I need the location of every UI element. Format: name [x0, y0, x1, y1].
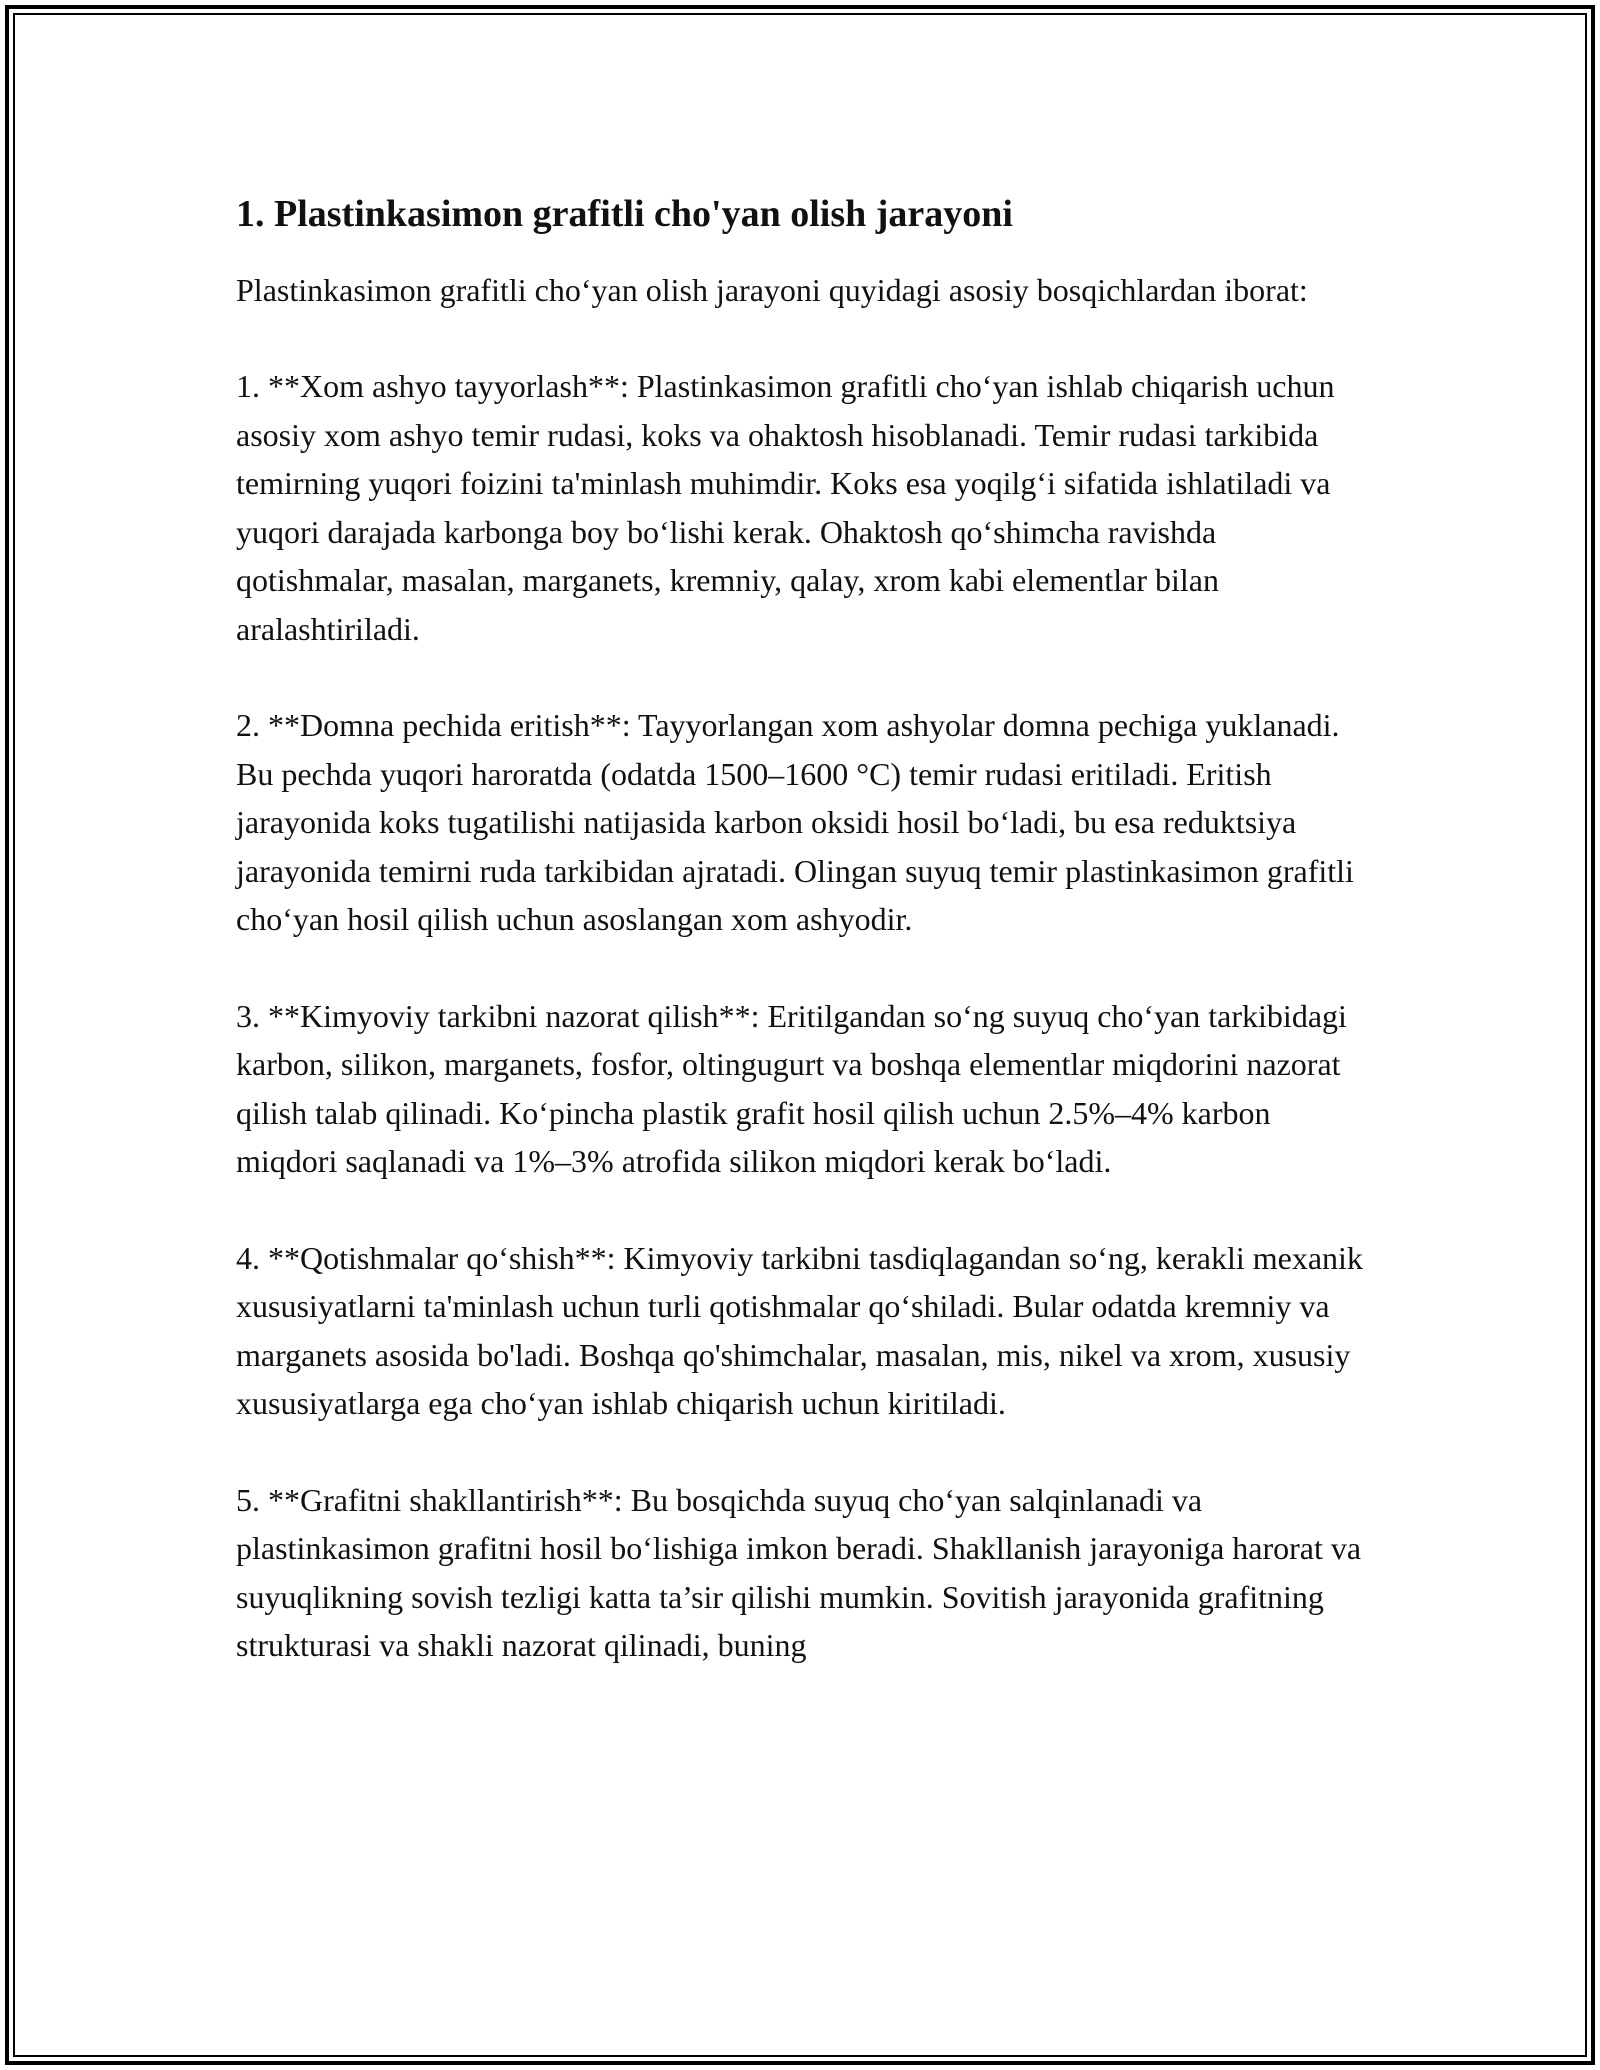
- step-1-paragraph: 1. **Xom ashyo tayyorlash**: Plastinkasimon grafitli cho‘yan ishlab chiqarish uchun asosiy xom ashyo temir rudasi, koks va ohaktosh hisoblanadi. Temir rudasi tarkibida temirning yuqori foizini ta'minlash muhimdir. Koks esa yoqilg‘i sifatida ishlatiladi va yuqori darajada karbonga boy bo‘lishi kerak. Ohaktosh qo‘shimcha ravishda qotishmalar, masalan, marganets, kremniy, qalay, xrom kabi elementlar bilan aralashtiriladi.: [236, 368, 1335, 647]
- document-body: [236, 182, 1376, 1718]
- step-4-paragraph: 4. **Qotishmalar qo‘shish**: Kimyoviy tarkibni tasdiqlagandan so‘ng, kerakli mexanik xususiyatlarni ta'minlash uchun turli qotishmalar qo‘shiladi. Bular odatda kremniy va marganets asosida bo'ladi. Boshqa qo'shimchalar, masalan, mis, nikel va xrom, xususiy xususiyatlarga ega cho‘yan ishlab chiqarish uchun kiritiladi.: [236, 1239, 1363, 1422]
- step-2-paragraph: 2. **Domna pechida eritish**: Tayyorlangan xom ashyolar domna pechiga yuklanadi. Bu pechda yuqori haroratda (odatda 1500–1600 °C) temir rudasi eritiladi. Eritish jarayonida koks tugatilishi natijasida karbon oksidi hosil bo‘ladi, bu esa reduktsiya jarayonida temirni ruda tarkibidan ajratadi. Olingan suyuq temir plastinkasimon grafitli cho‘yan hosil qilish uchun asoslangan xom ashyodir.: [236, 707, 1354, 938]
- step-5-paragraph: 5. **Grafitni shakllantirish**: Bu bosqichda suyuq cho‘yan salqinlanadi va plastinkasimon grafitni hosil bo‘lishiga imkon beradi. Shakllanish jarayoniga harorat va suyuqlikning sovish tezligi katta ta’sir qilishi mumkin. Sovitish jarayonida grafitning strukturasi va shakli nazorat qilinadi, buning: [236, 1481, 1362, 1664]
- document-title: 1. Plastinkasimon grafitli cho'yan olish jarayoni: [236, 193, 1013, 235]
- intro-paragraph: Plastinkasimon grafitli cho‘yan olish jarayoni quyidagi asosiy bosqichlardan iborat:: [236, 271, 1308, 308]
- step-3-paragraph: 3. **Kimyoviy tarkibni nazorat qilish**: Eritilgandan so‘ng suyuq cho‘yan tarkibidagi karbon, silikon, marganets, fosfor, oltingugurt va boshqa elementlar miqdorini nazorat qilish talab qilinadi. Ko‘pincha plastik grafit hosil qilish uchun 2.5%–4% karbon miqdori saqlanadi va 1%–3% atrofida silikon miqdori kerak bo‘ladi.: [236, 997, 1347, 1180]
